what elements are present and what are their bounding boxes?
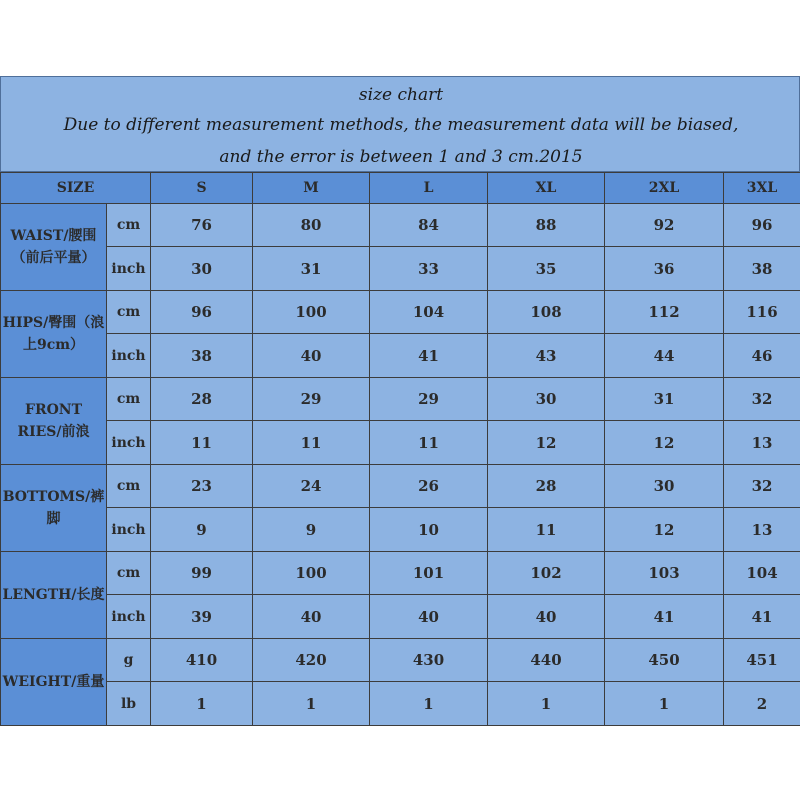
value-cell: 26 xyxy=(370,465,488,508)
value-cell: 12 xyxy=(605,508,724,552)
value-cell: 46 xyxy=(724,334,800,378)
unit-label: lb xyxy=(107,682,151,726)
value-cell: 30 xyxy=(605,465,724,508)
unit-label: inch xyxy=(107,421,151,465)
value-cell: 13 xyxy=(724,421,800,465)
value-cell: 29 xyxy=(253,378,370,421)
table-row xyxy=(1,334,800,378)
value-cell: 40 xyxy=(370,595,488,639)
chart-note-line2: and the error is between 1 and 3 cm.2015 xyxy=(219,147,583,167)
measurement-label: FRONT RIES/前浪 xyxy=(1,378,107,465)
unit-label: cm xyxy=(107,465,151,508)
table-row xyxy=(1,204,800,247)
value-cell: 11 xyxy=(370,421,488,465)
value-cell: 88 xyxy=(488,204,605,247)
value-cell: 9 xyxy=(151,508,253,552)
value-cell: 100 xyxy=(253,552,370,595)
value-cell: 104 xyxy=(370,291,488,334)
value-cell: 10 xyxy=(370,508,488,552)
value-cell: 99 xyxy=(151,552,253,595)
value-cell: 12 xyxy=(605,421,724,465)
value-cell: 1 xyxy=(605,682,724,726)
table-row xyxy=(1,421,800,465)
size-col-header: 3XL xyxy=(724,173,800,204)
value-cell: 38 xyxy=(151,334,253,378)
unit-label: g xyxy=(107,639,151,682)
table-row xyxy=(1,508,800,552)
value-cell: 23 xyxy=(151,465,253,508)
unit-label: inch xyxy=(107,508,151,552)
value-cell: 103 xyxy=(605,552,724,595)
chart-title-box xyxy=(0,76,800,172)
chart-note-line1: Due to different measurement methods, the measurement data will be biased, xyxy=(63,115,739,135)
measurement-label: WEIGHT/重量 xyxy=(1,639,107,726)
value-cell: 29 xyxy=(370,378,488,421)
value-cell: 40 xyxy=(253,595,370,639)
table-row xyxy=(1,378,800,421)
unit-label: inch xyxy=(107,247,151,291)
value-cell: 11 xyxy=(151,421,253,465)
value-cell: 84 xyxy=(370,204,488,247)
table-row xyxy=(1,247,800,291)
value-cell: 100 xyxy=(253,291,370,334)
unit-label: cm xyxy=(107,204,151,247)
value-cell: 76 xyxy=(151,204,253,247)
value-cell: 92 xyxy=(605,204,724,247)
value-cell: 410 xyxy=(151,639,253,682)
value-cell: 96 xyxy=(724,204,800,247)
unit-label: cm xyxy=(107,291,151,334)
value-cell: 1 xyxy=(488,682,605,726)
value-cell: 28 xyxy=(488,465,605,508)
value-cell: 430 xyxy=(370,639,488,682)
measurement-label: LENGTH/长度 xyxy=(1,552,107,639)
size-chart xyxy=(0,76,800,726)
value-cell: 28 xyxy=(151,378,253,421)
measurement-label: HIPS/臀围（浪上9cm） xyxy=(1,291,107,378)
size-col-header: M xyxy=(253,173,370,204)
value-cell: 30 xyxy=(488,378,605,421)
value-cell: 101 xyxy=(370,552,488,595)
value-cell: 11 xyxy=(488,508,605,552)
value-cell: 1 xyxy=(370,682,488,726)
value-cell: 80 xyxy=(253,204,370,247)
size-header: SIZE xyxy=(1,173,151,204)
unit-label: inch xyxy=(107,595,151,639)
value-cell: 35 xyxy=(488,247,605,291)
value-cell: 31 xyxy=(253,247,370,291)
value-cell: 30 xyxy=(151,247,253,291)
size-col-header: 2XL xyxy=(605,173,724,204)
value-cell: 102 xyxy=(488,552,605,595)
value-cell: 31 xyxy=(605,378,724,421)
value-cell: 41 xyxy=(724,595,800,639)
value-cell: 1 xyxy=(151,682,253,726)
value-cell: 40 xyxy=(253,334,370,378)
value-cell: 32 xyxy=(724,378,800,421)
table-row xyxy=(1,465,800,508)
table-row xyxy=(1,552,800,595)
unit-label: cm xyxy=(107,378,151,421)
value-cell: 13 xyxy=(724,508,800,552)
table-row xyxy=(1,291,800,334)
value-cell: 33 xyxy=(370,247,488,291)
value-cell: 12 xyxy=(488,421,605,465)
value-cell: 24 xyxy=(253,465,370,508)
value-cell: 39 xyxy=(151,595,253,639)
value-cell: 450 xyxy=(605,639,724,682)
chart-title: size chart xyxy=(358,85,444,105)
value-cell: 104 xyxy=(724,552,800,595)
value-cell: 1 xyxy=(253,682,370,726)
size-col-header: L xyxy=(370,173,488,204)
size-col-header: S xyxy=(151,173,253,204)
value-cell: 11 xyxy=(253,421,370,465)
value-cell: 2 xyxy=(724,682,800,726)
value-cell: 38 xyxy=(724,247,800,291)
table-row xyxy=(1,682,800,726)
size-col-header: XL xyxy=(488,173,605,204)
value-cell: 36 xyxy=(605,247,724,291)
value-cell: 41 xyxy=(370,334,488,378)
value-cell: 32 xyxy=(724,465,800,508)
value-cell: 41 xyxy=(605,595,724,639)
measurement-label: BOTTOMS/裤脚 xyxy=(1,465,107,552)
value-cell: 420 xyxy=(253,639,370,682)
value-cell: 96 xyxy=(151,291,253,334)
table-row xyxy=(1,595,800,639)
table-row xyxy=(1,639,800,682)
value-cell: 451 xyxy=(724,639,800,682)
header-row xyxy=(1,173,800,204)
value-cell: 112 xyxy=(605,291,724,334)
value-cell: 116 xyxy=(724,291,800,334)
value-cell: 440 xyxy=(488,639,605,682)
value-cell: 40 xyxy=(488,595,605,639)
unit-label: cm xyxy=(107,552,151,595)
value-cell: 44 xyxy=(605,334,724,378)
size-table xyxy=(0,172,800,726)
measurement-label: WAIST/腰围（前后平量） xyxy=(1,204,107,291)
value-cell: 108 xyxy=(488,291,605,334)
value-cell: 43 xyxy=(488,334,605,378)
unit-label: inch xyxy=(107,334,151,378)
value-cell: 9 xyxy=(253,508,370,552)
